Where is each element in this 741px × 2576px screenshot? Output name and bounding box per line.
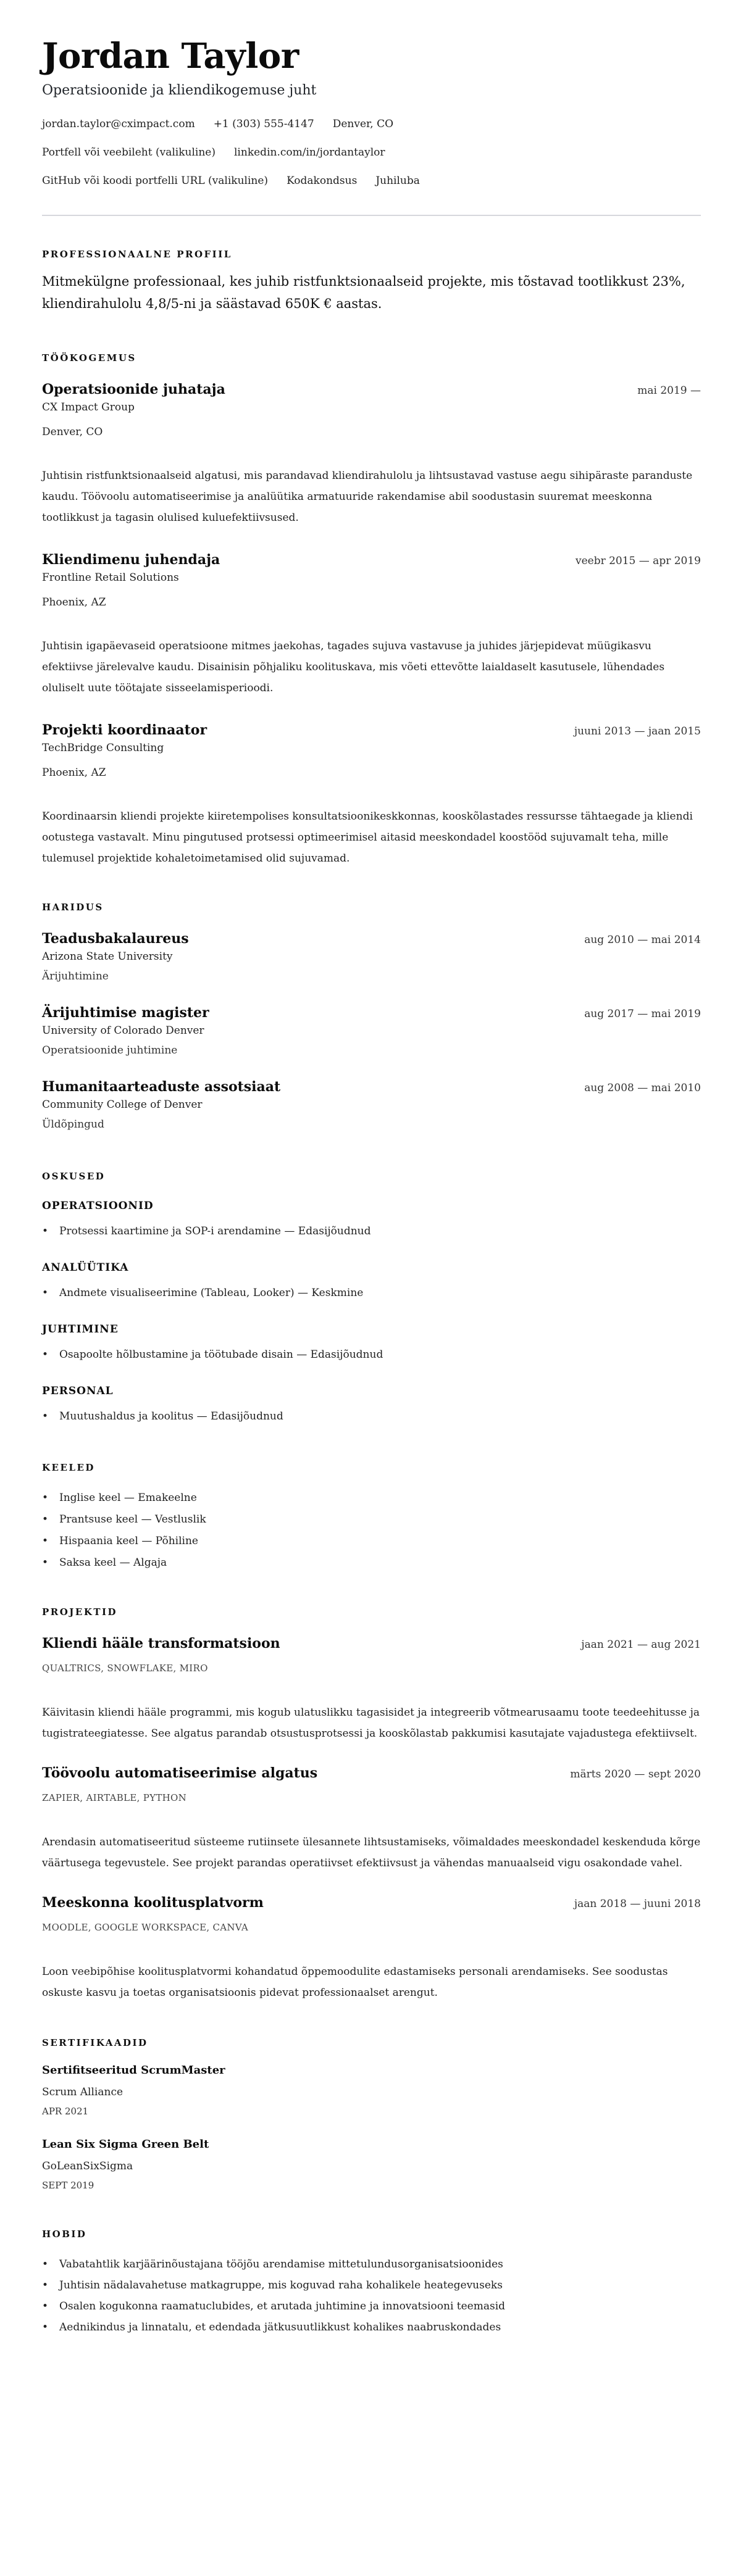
- skill-item: • Osapoolte hõlbustamine ja töötubade disain — Edasijõudnud: [42, 1344, 701, 1365]
- section-skills: [42, 1170, 701, 1427]
- job-title: Projekti koordinaator: [42, 722, 207, 738]
- project-description: Käivitasin kliendi hääle programmi, mis kogub ulatuslikku tagasisidet ja integreerib võtmearusaamu toote teedeehitusse ja tugistrateegiatesse. See algatus parandab otsustusprotsessi ja kooskõlastab pakkumisi kasutajate vajadustega efektiivselt.: [42, 1706, 700, 1740]
- certification-date: SEPT 2019: [42, 2180, 94, 2191]
- education-item: [42, 929, 701, 984]
- section-title-experience: TÖÖKOGEMUS: [42, 352, 136, 364]
- certification-item: [42, 2063, 701, 2118]
- skill-group: [42, 1199, 701, 1242]
- skill-category: PERSONAL: [42, 1385, 114, 1397]
- education-item: [42, 1078, 701, 1132]
- certification-item: [42, 2137, 701, 2192]
- hobby-item: • Aednikindus ja linnatalu, et edendada jätkusuutlikkust kohalikes naabruskondades: [42, 2317, 701, 2338]
- skill-category: JUHTIMINE: [42, 1323, 119, 1336]
- section-profile: [42, 248, 701, 315]
- school-name: Community College of Denver: [42, 1099, 203, 1111]
- skill-group: [42, 1384, 701, 1427]
- school-name: University of Colorado Denver: [42, 1024, 204, 1037]
- language-item: • Prantsuse keel — Vestluslik: [42, 1509, 701, 1531]
- section-title-hobbies: HOBID: [42, 2229, 87, 2240]
- project-title: Töövoolu automatiseerimise algatus: [42, 1765, 318, 1781]
- skill-item: • Protsessi kaartimine ja SOP-i arendamine — Edasijõudnud: [42, 1221, 701, 1242]
- certification-name: Lean Six Sigma Green Belt: [42, 2138, 209, 2151]
- section-projects: [42, 1606, 701, 2003]
- education-dates: aug 2017 — mai 2019: [584, 1008, 701, 1020]
- field-of-study: Üldõpingud: [42, 1118, 104, 1131]
- job-description: Koordinaarsin kliendi projekte kiiretempolises konsultatsioonikeskkonnas, kooskõlastades ressursse tähtaegade ja kliendi ootustega vastavalt. Minu pingutused protsessi optimeerimisel aitasid meeskondadel koostööd sujuvamalt teha, mille tulemusel projektide kohaletoimetamised olid sujuvamad.: [42, 810, 693, 865]
- project-dates: märts 2020 — sept 2020: [570, 1768, 701, 1780]
- section-title-certifications: SERTIFIKAADID: [42, 2037, 148, 2048]
- language-item: • Saksa keel — Algaja: [42, 1552, 701, 1574]
- section-certifications: [42, 2037, 701, 2192]
- candidate-headline: Operatsioonide ja kliendikogemuse juht: [42, 83, 317, 98]
- project-tech-stack: QUALTRICS, SNOWFLAKE, MIRO: [42, 1663, 208, 1674]
- header-divider: [42, 215, 701, 216]
- contact-location: Denver, CO: [332, 118, 394, 130]
- language-item: • Inglise keel — Emakeelne: [42, 1487, 701, 1509]
- skill-item: • Andmete visualiseerimine (Tableau, Looker) — Keskmine: [42, 1282, 701, 1303]
- section-title-projects: PROJEKTID: [42, 1606, 118, 1618]
- skill-group: [42, 1322, 701, 1365]
- project-description: Arendasin automatiseeritud süsteeme rutiinsete ülesannete lihtsustamiseks, võimaldades meeskondadel keskenduda kõrge väärtusega tegevustele. See projekt parandas operatiivset efektiivsust ja vähendas manuaalseid vigu osakondade vahel.: [42, 1836, 701, 1869]
- experience-item: [42, 380, 701, 528]
- job-dates: veebr 2015 — apr 2019: [575, 555, 701, 567]
- project-item: [42, 1893, 701, 2003]
- skill-item: • Muutushaldus ja koolitus — Edasijõudnud: [42, 1406, 701, 1427]
- certification-issuer: GoLeanSixSigma: [42, 2160, 133, 2172]
- certification-date: APR 2021: [42, 2106, 89, 2117]
- job-dates: mai 2019 —: [637, 384, 701, 397]
- contact-citizenship: Kodakondsus: [287, 175, 358, 187]
- section-experience: [42, 352, 701, 869]
- job-location: Phoenix, AZ: [42, 596, 106, 609]
- section-title-profile: PROFESSIONAALNE PROFIIL: [42, 249, 232, 260]
- skill-category: OPERATSIOONID: [42, 1200, 154, 1212]
- job-description: Juhtisin ristfunktsionaalseid algatusi, mis parandavad kliendirahulolu ja lihtsustavad vastuse aegu sihipäraste paranduste kaudu. Töövoolu automatiseerimise ja analüütika armatuuride rakendamise abil soodustasin suuremat meeskonna tootlikkust ja tagasin olulised kuluefektiivsused.: [42, 470, 693, 524]
- resume-header: [42, 36, 701, 216]
- job-dates: juuni 2013 — jaan 2015: [574, 725, 701, 737]
- project-title: Kliendi hääle transformatsioon: [42, 1635, 280, 1652]
- contact-drivers-license: Juhiluba: [375, 175, 420, 187]
- education-dates: aug 2010 — mai 2014: [584, 934, 701, 946]
- job-title: Operatsioonide juhataja: [42, 381, 225, 397]
- job-company: CX Impact Group: [42, 401, 135, 413]
- job-title: Kliendimenu juhendaja: [42, 552, 220, 568]
- section-hobbies: [42, 2228, 701, 2338]
- project-dates: jaan 2021 — aug 2021: [581, 1639, 701, 1651]
- section-title-skills: OSKUSED: [42, 1171, 106, 1182]
- job-description: Juhtisin igapäevaseid operatsioone mitmes jaekohas, tagades sujuva vastavuse ja juhides järjepidevat müügikasvu efektiivse järelevalve kaudu. Disainisin põhjaliku koolituskava, mis võeti ettevõtte laialdaselt kasutusele, lühendades oluliselt uute töötajate sisseelamisperioodi.: [42, 640, 665, 694]
- project-title: Meeskonna koolitusplatvorm: [42, 1895, 264, 1911]
- experience-item: [42, 551, 701, 699]
- project-tech-stack: ZAPIER, AIRTABLE, PYTHON: [42, 1792, 187, 1803]
- certification-issuer: Scrum Alliance: [42, 2086, 124, 2098]
- language-item: • Hispaania keel — Põhiline: [42, 1531, 701, 1552]
- contact-row-links: [42, 146, 701, 159]
- contact-phone[interactable]: +1 (303) 555-4147: [213, 118, 314, 130]
- project-tech-stack: MOODLE, GOOGLE WORKSPACE, CANVA: [42, 1922, 249, 1933]
- section-title-languages: KEELED: [42, 1462, 95, 1473]
- hobby-item: • Juhtisin nädalavahetuse matkagruppe, mis koguvad raha kohalikele heategevuseks: [42, 2275, 701, 2296]
- section-education: [42, 901, 701, 1132]
- section-title-education: HARIDUS: [42, 902, 104, 913]
- job-company: TechBridge Consulting: [42, 742, 164, 754]
- experience-item: [42, 721, 701, 869]
- job-location: Phoenix, AZ: [42, 767, 106, 779]
- contact-linkedin[interactable]: linkedin.com/in/jordantaylor: [234, 146, 385, 159]
- field-of-study: Operatsioonide juhtimine: [42, 1044, 178, 1057]
- degree-title: Humanitaarteaduste assotsiaat: [42, 1079, 281, 1095]
- education-item: [42, 1003, 701, 1058]
- certification-name: Sertifitseeritud ScrumMaster: [42, 2064, 225, 2077]
- contact-row-primary: [42, 117, 701, 131]
- project-description: Loon veebipõhise koolitusplatvormi kohandatud õppemoodulite edastamiseks personali arendamiseks. See soodustas oskuste kasvu ja toetas organisatsioonis pidevat professionaalset arengut.: [42, 1966, 668, 1999]
- degree-title: Ärijuhtimise magister: [42, 1005, 209, 1021]
- project-item: [42, 1634, 701, 1744]
- school-name: Arizona State University: [42, 950, 173, 963]
- job-location: Denver, CO: [42, 426, 103, 438]
- hobby-item: • Vabatahtlik karjäärinõustajana tööjõu arendamise mittetulundusorganisatsioonides: [42, 2254, 701, 2275]
- contact-github[interactable]: GitHub või koodi portfelli URL (valikuline): [42, 175, 269, 187]
- field-of-study: Ärijuhtimine: [42, 970, 109, 983]
- contact-row-extra: [42, 174, 701, 188]
- project-item: [42, 1764, 701, 1874]
- profile-summary: Mitmekülgne professionaal, kes juhib ristfunktsionaalseid projekte, mis tõstavad tootlikkust 23%, kliendirahulolu 4,8/5-ni ja säästavad 650K € aastas.: [42, 274, 685, 311]
- contact-portfolio[interactable]: Portfell või veebileht (valikuline): [42, 146, 216, 159]
- degree-title: Teadusbakalaureus: [42, 931, 189, 947]
- candidate-name: Jordan Taylor: [42, 36, 299, 77]
- skill-group: [42, 1260, 701, 1303]
- education-dates: aug 2008 — mai 2010: [584, 1082, 701, 1094]
- job-company: Frontline Retail Solutions: [42, 571, 179, 584]
- project-dates: jaan 2018 — juuni 2018: [574, 1898, 701, 1910]
- section-languages: [42, 1461, 701, 1574]
- hobby-item: • Osalen kogukonna raamatuclubides, et arutada juhtimine ja innovatsiooni teemasid: [42, 2296, 701, 2317]
- skill-category: ANALÜÜTIKA: [42, 1261, 129, 1274]
- contact-email[interactable]: jordan.taylor@cximpact.com: [42, 118, 195, 130]
